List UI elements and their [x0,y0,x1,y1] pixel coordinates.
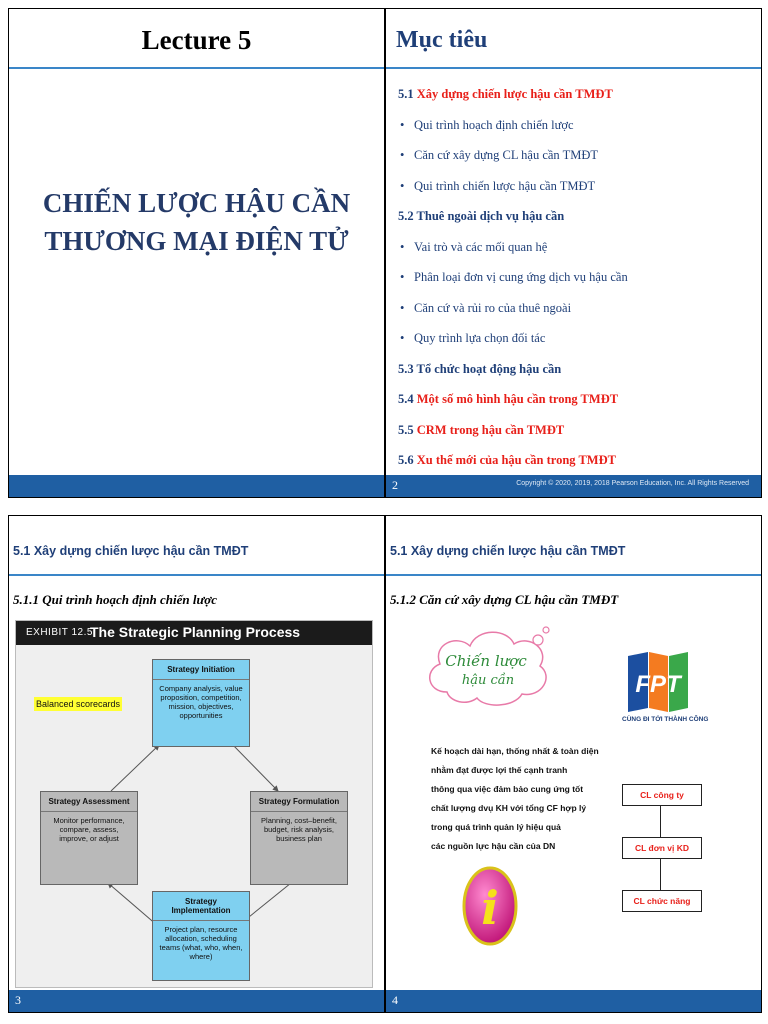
cl-business-unit-box: CL đơn vị KD [622,837,702,859]
definition-line: nhằm đạt được lợi thế cạnh tranh [431,765,568,775]
title-divider [9,574,384,576]
strategic-planning-exhibit [15,620,373,988]
slide-footer [9,475,384,497]
list-item: • Qui trình hoạch định chiến lược [398,110,628,141]
list-item: 5.6 Xu thế mới của hậu cần trong TMĐT [398,453,616,467]
list-item: 5.4 Một số mô hình hậu cần trong TMĐT [398,392,619,406]
subsection-title: 5.1.2 Căn cứ xây dựng CL hậu cần TMĐT [390,592,619,607]
arrow-initiation-formulation [231,743,278,791]
lecture-title: Lecture 5 [141,25,252,55]
objectives-title: Mục tiêu [396,27,488,53]
page-number: 2 [392,478,398,492]
cl-company-box: CL công ty [622,784,702,806]
slide-3 [8,515,385,1013]
objectives-list [398,79,628,476]
list-item: 5.2 Thuê ngoài dịch vụ hậu cần [398,209,565,223]
strategy-initiation-box: Strategy Initiation Company analysis, value proposition, competition, mission, objectives, opportunities [152,659,250,747]
page-number: 3 [15,993,21,1007]
svg-text:FPT: FPT [635,671,681,698]
list-item: • Phân loại đơn vị cung ứng dịch vụ hậu cần [398,262,628,293]
page-number: 4 [392,993,398,1007]
arrow-assessment-initiation [111,745,159,791]
slide-footer [9,990,384,1012]
title-divider [386,67,761,69]
strategy-formulation-box: Strategy Formulation Planning, cost–benefit, budget, risk analysis, business plan [250,791,348,885]
definition-line: các nguồn lực hậu cần của DN [431,841,556,851]
fpt-logo [622,650,694,714]
info-icon [462,866,518,946]
definition-line: chất lượng dvụ KH với tổng CF hợp lý [431,803,587,813]
slide-footer [386,475,761,497]
main-title [9,184,384,260]
title-divider [9,67,384,69]
arrow-down [660,858,661,890]
svg-text:i: i [481,881,499,935]
list-item: 5.1 Xây dựng chiến lược hậu cần TMĐT [398,87,613,101]
definition-line: trong quá trình quản lý hiệu quả [431,822,561,832]
arrow-down [660,805,661,837]
title-divider [386,574,761,576]
slide-4 [385,515,762,1013]
exhibit-title: The Strategic Planning Process [90,624,301,640]
fpt-tagline: CÙNG ĐI TỚI THÀNH CÔNG [622,716,709,723]
exhibit-number: EXHIBIT 12.5 [26,627,93,638]
list-item: • Quy trình lựa chọn đối tác [398,323,628,354]
cloud-text-line-1: Chiến lược [445,652,527,670]
slide-1 [8,8,385,498]
list-item: 5.5 CRM trong hậu cần TMĐT [398,422,565,437]
cloud-graphic [422,622,552,718]
copyright-text: Copyright © 2020, 2019, 2018 Pearson Education, Inc. All Rights Reserved [516,480,749,487]
slide-2 [385,8,762,498]
slide-footer [386,990,761,1012]
list-item: • Vai trò và các mối quan hệ [398,232,628,263]
section-title: 5.1 Xây dựng chiến lược hậu cần TMĐT [390,544,626,558]
strategy-assessment-box: Strategy Assessment Monitor performance, compare, assess, improve, or adjust [40,791,138,885]
balanced-scorecards-label: Balanced scorecards [36,699,121,709]
list-item: 5.3 Tổ chức hoạt động hậu cần [398,361,562,376]
definition-line: thông qua việc đảm bảo cung ứng tốt [431,784,584,794]
list-item: • Qui trình chiến lược hậu cần TMĐT [398,171,628,202]
section-title: 5.1 Xây dựng chiến lược hậu cần TMĐT [13,544,249,558]
arrow-implementation-assessment [108,883,158,926]
main-title-line-1: CHIẾN LƯỢC HẬU CẦN [42,188,351,218]
definition-line: Kế hoạch dài hạn, thống nhất & toàn diện [431,746,599,756]
list-item: • Căn cứ và rủi ro của thuê ngoài [398,293,628,324]
strategy-implementation-box: Strategy Implementation Project plan, resource allocation, scheduling teams (what, who, when, where) [152,891,250,981]
subsection-title: 5.1.1 Qui trình hoạch định chiến lược [13,592,218,607]
strategy-definition [431,742,599,856]
main-title-line-2: THƯƠNG MẠI ĐIỆN TỬ [44,226,349,256]
cl-functional-box: CL chức năng [622,890,702,912]
list-item: • Căn cứ xây dựng CL hậu cần TMĐT [398,140,628,171]
cloud-text-line-2: hậu cần [461,673,515,688]
arrow-formulation-implementation [244,883,291,921]
